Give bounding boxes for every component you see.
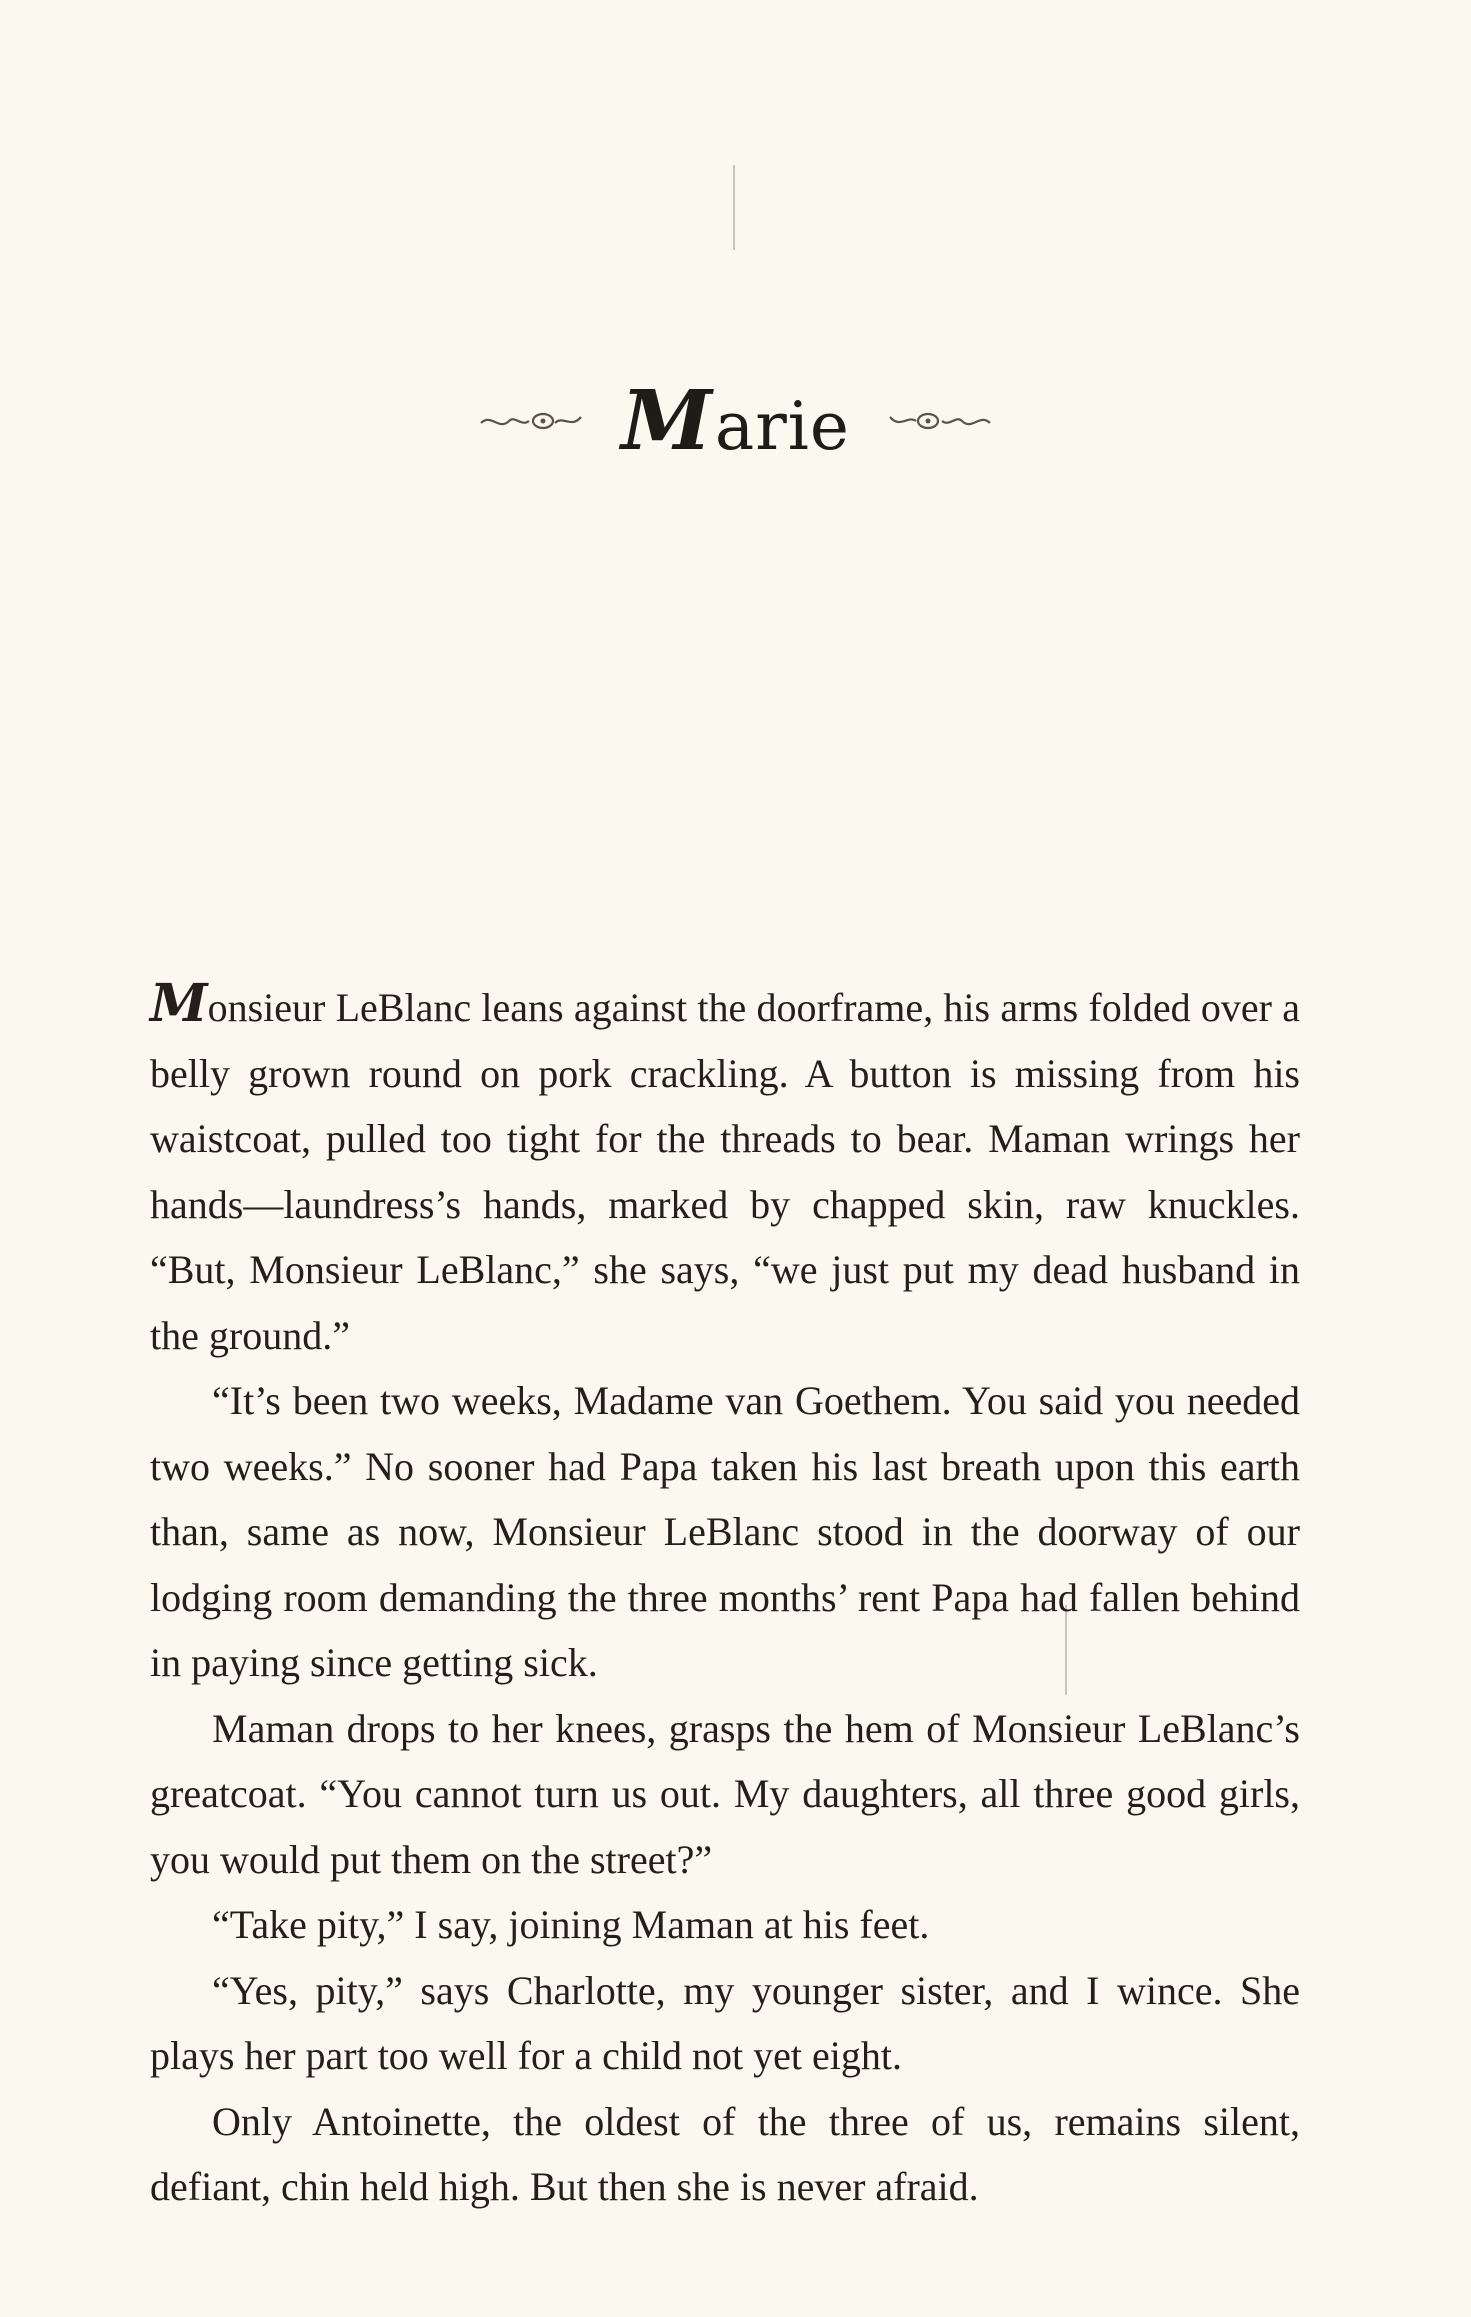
chapter-text: [150, 975, 1300, 2220]
chapter-heading: [0, 373, 1471, 469]
paragraph: Only Antoinette, the oldest of the three of us, remains silent, defiant, chin held high. But then she is never afraid.: [150, 2098, 1300, 2209]
paragraph: “Yes, pity,” says Charlotte, my younger sister, and I wince. She plays her part too well for a child not yet eight.: [150, 1967, 1300, 2078]
chapter-title: [621, 373, 850, 469]
paragraph-text: onsieur LeBlanc leans against the doorframe, his arms folded over a belly grown round on pork crackling. A button is missing from his waistcoat, pulled too tight for the threads to bear. Maman wrings her hands—laundress’s hands, marked by chapped skin, raw knuckles. “But, Monsieur LeBlanc,” she says, “we just put my dead husband in the ground.”: [150, 985, 1300, 1358]
chapter-title-rest: arie: [714, 388, 850, 465]
right-flourish-icon: [884, 401, 994, 441]
scan-mark-top: [733, 165, 735, 250]
paragraph: [150, 975, 1300, 1368]
drop-cap: M: [150, 973, 208, 1034]
paragraph: Maman drops to her knees, grasps the hem of Monsieur LeBlanc’s greatcoat. “You cannot turn us out. My daughters, all three good girls, you would put them on the street?”: [150, 1705, 1300, 1882]
left-flourish-icon: [477, 401, 587, 441]
paragraph: “It’s been two weeks, Madame van Goethem. You said you needed two weeks.” No sooner had Papa taken his last breath upon this earth than, same as now, Monsieur LeBlanc stood in the doorway of our lodging room demanding the three months’ rent Papa had fallen behind in paying since getting sick.: [150, 1378, 1300, 1685]
paragraph: “Take pity,” I say, joining Maman at his feet.: [212, 1902, 930, 1947]
chapter-title-initial: M: [621, 373, 713, 469]
